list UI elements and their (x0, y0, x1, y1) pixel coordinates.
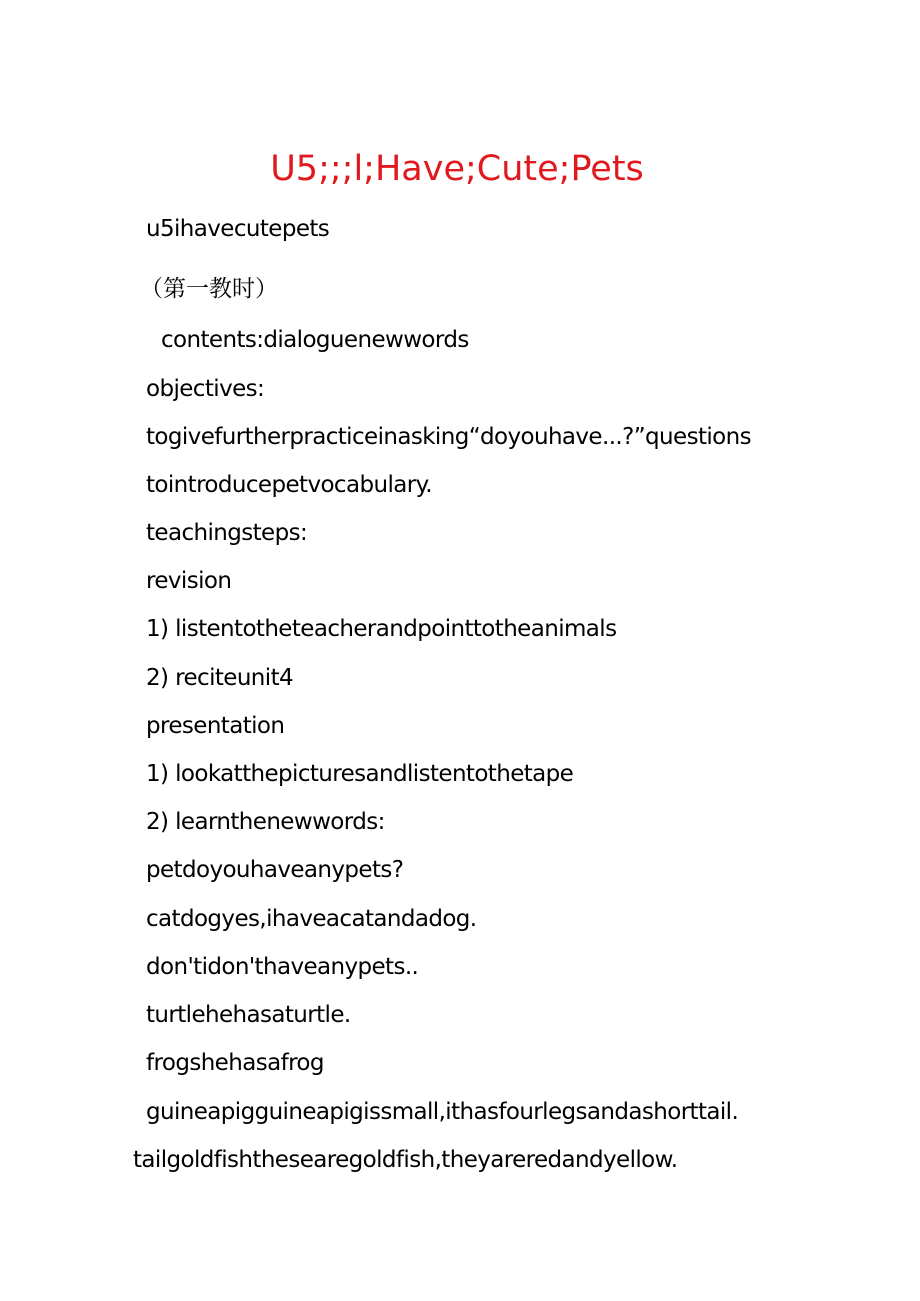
text-line: 1) lookatthepicturesandlistentothetape (146, 761, 574, 787)
text-line: catdogyes,ihaveacatandadog. (146, 906, 477, 932)
text-line: tailgoldfishthesearegoldfish,theyareredandyellow. (133, 1147, 678, 1173)
text-line: guineapigguineapigissmall,ithasfourlegsandashorttail. (146, 1099, 739, 1125)
document-title: U5;;;l;Have;Cute;Pets (270, 149, 644, 189)
text-line: turtlehehasaturtle. (146, 1002, 351, 1028)
text-line: u5ihavecutepets (146, 216, 330, 242)
text-line: 2) reciteunit4 (146, 665, 294, 691)
text-line: togivefurtherpracticeinasking“doyouhave...?”questions (146, 424, 751, 450)
text-line: frogshehasafrog (146, 1050, 324, 1076)
text-line: 1) listentotheteacherandpointtotheanimals (146, 616, 617, 642)
text-line: contents:dialoguenewwords (161, 327, 469, 353)
text-line: objectives: (146, 376, 265, 402)
text-line: teachingsteps: (146, 520, 308, 546)
text-line: （第一教时） (140, 276, 278, 302)
text-line: petdoyouhaveanypets? (146, 857, 404, 883)
text-line: presentation (146, 713, 285, 739)
text-line: tointroducepetvocabulary. (146, 472, 433, 498)
text-line: don'tidon'thaveanypets.. (146, 954, 419, 980)
text-line: revision (146, 568, 232, 594)
text-line: 2) learnthenewwords: (146, 809, 385, 835)
